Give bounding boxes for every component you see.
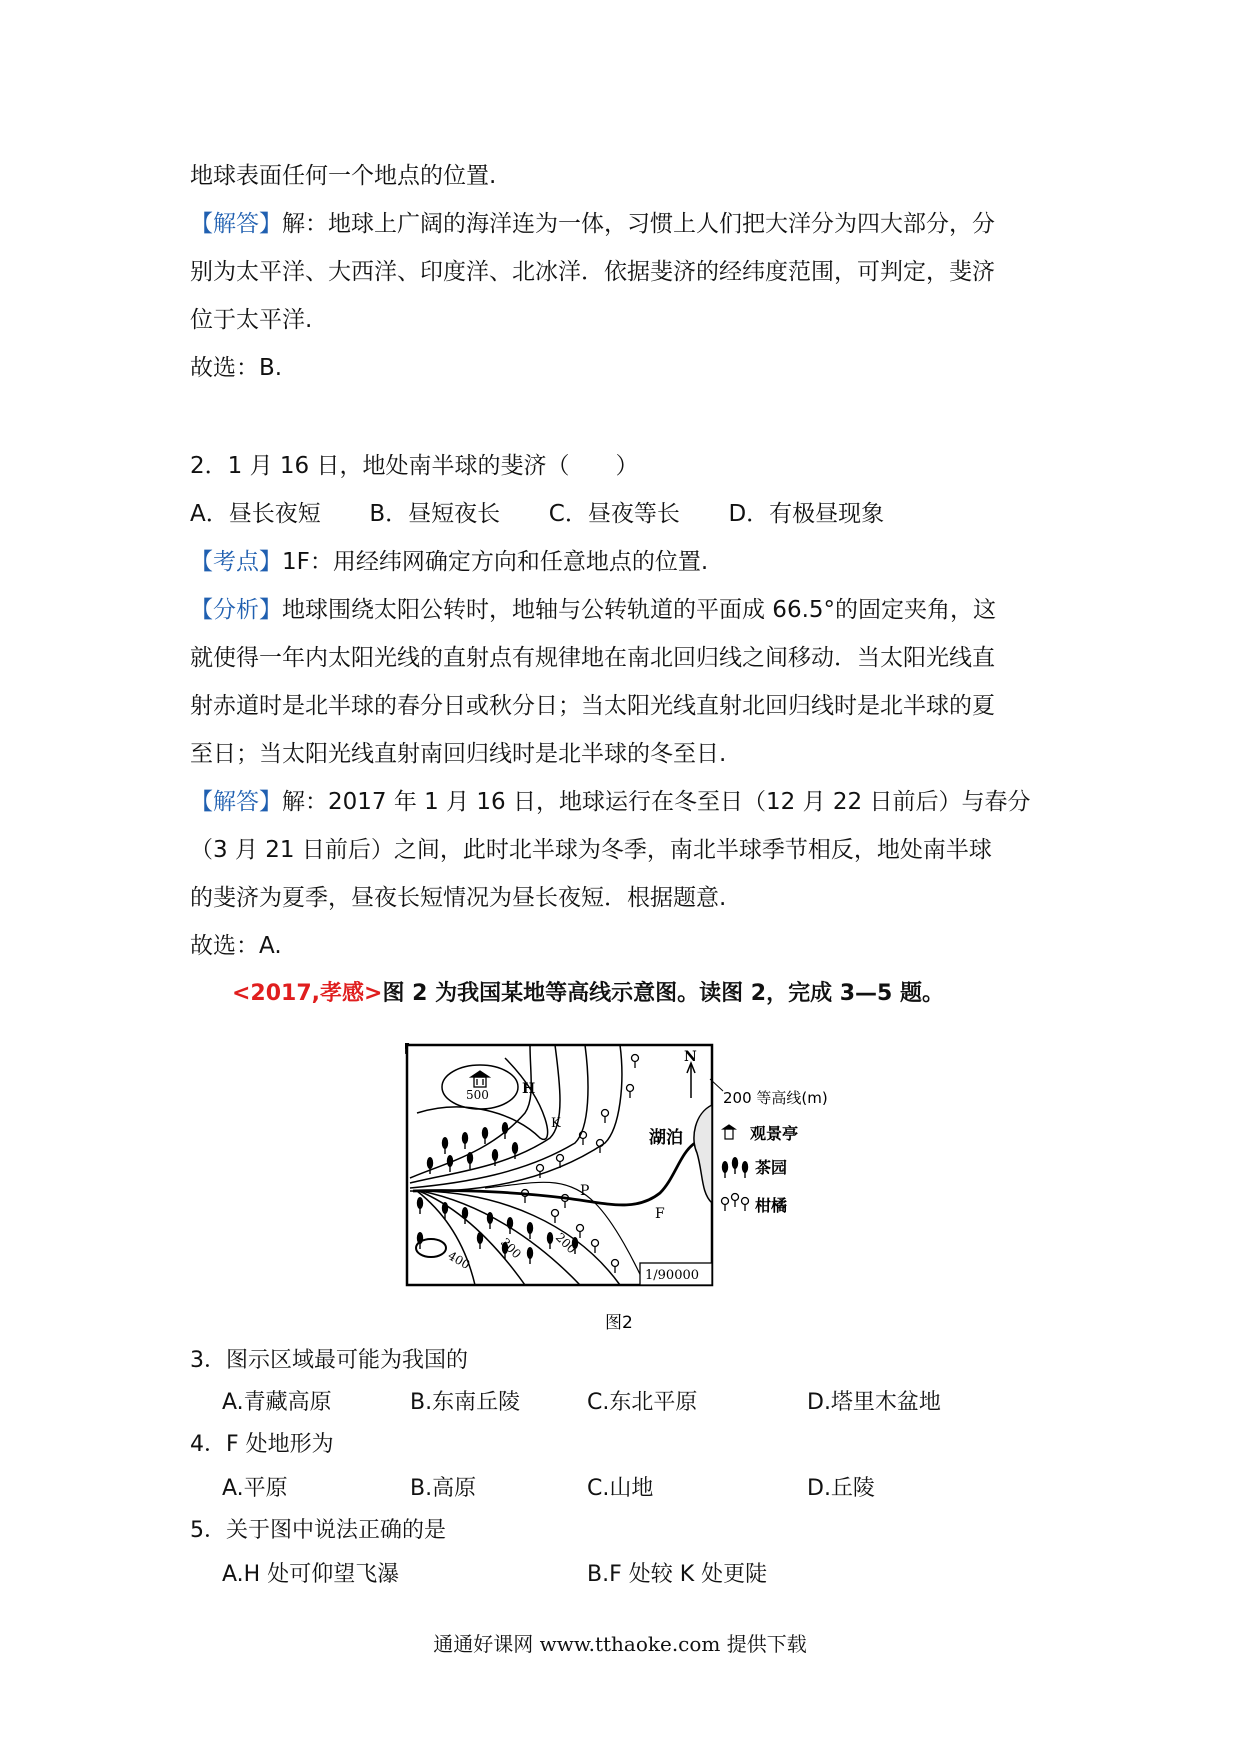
legend-tea: 茶园	[755, 1158, 788, 1177]
svg-text:N: N	[684, 1049, 697, 1065]
q2-analysis	[190, 594, 996, 626]
text-line: 别为太平洋、大西洋、印度洋、北冰洋．依据斐济的经纬度范围，可判定，斐济	[190, 259, 995, 285]
pavilion-icon	[471, 1071, 489, 1087]
point-label-h: H	[522, 1081, 536, 1097]
contour-label-400: 400	[445, 1248, 473, 1273]
q3-stem: 3．图示区域最可能为我国的	[190, 1348, 468, 1373]
text-line: 位于太平洋.	[190, 307, 313, 333]
legend-orange-icon	[722, 1194, 749, 1212]
figure-caption: 图2	[605, 1313, 633, 1333]
legend-pavilion-icon	[723, 1125, 735, 1139]
legend-contour: 200 等高线(m)	[723, 1089, 828, 1107]
analysis-tag: 【分析】	[190, 597, 282, 623]
q4-option-d: D.丘陵	[807, 1476, 875, 1501]
lake-shape	[694, 1105, 712, 1203]
q3-option-a: A.青藏高原	[222, 1390, 332, 1415]
contour-map-figure	[405, 1043, 865, 1341]
scale-text: 1/90000	[645, 1268, 700, 1283]
q3-option-d: D.塔里木盆地	[807, 1390, 941, 1415]
q4-option-c: C.山地	[587, 1476, 654, 1501]
intro-source: <2017,孝感>	[232, 981, 383, 1006]
q2-choice: 故选：A.	[190, 933, 282, 959]
legend-orange: 柑橘	[755, 1196, 788, 1215]
q3-option-b: B.东南丘陵	[410, 1390, 521, 1415]
legend-pavilion: 观景亭	[750, 1124, 799, 1143]
q5-stem: 5．关于图中说法正确的是	[190, 1518, 446, 1543]
intro-text: 图 2 为我国某地等高线示意图。读图 2，完成 3—5 题。	[382, 981, 944, 1006]
q2-option-c: C．昼夜等长	[548, 501, 680, 527]
section-intro	[232, 978, 944, 1010]
text-line: 的斐济为夏季，昼夜长短情况为昼长夜短．根据题意.	[190, 885, 727, 911]
q2-point	[190, 546, 708, 578]
text-line: 地球表面任何一个地点的位置.	[190, 163, 497, 189]
text-line: （3 月 21 日前后）之间，此时北半球为冬季，南北半球季节相反，地处南半球	[190, 837, 992, 863]
legend-tea-icon	[722, 1157, 748, 1178]
point-text: 1F：用经纬网确定方向和任意地点的位置.	[282, 549, 709, 575]
q2-option-a: A．昼长夜短	[190, 501, 321, 527]
q3-option-c: C.东北平原	[587, 1390, 698, 1415]
contour-label-300: 300	[497, 1235, 524, 1262]
analysis-text: 地球围绕太阳公转时，地轴与公转轨道的平面成 66.5°的固定夹角，这	[282, 597, 997, 623]
text-line: 就使得一年内太阳光线的直射点有规律地在南北回归线之间移动．当太阳光线直	[190, 645, 995, 671]
q2-options	[190, 498, 884, 530]
q5-option-b: B.F 处较 K 处更陡	[587, 1562, 768, 1587]
q5-option-a: A.H 处可仰望飞瀑	[222, 1562, 400, 1587]
point-tag: 【考点】	[190, 549, 282, 575]
text-line: 至日；当太阳光线直射南回归线时是北半球的冬至日.	[190, 741, 727, 767]
answer-text: 解：2017 年 1 月 16 日，地球运行在冬至日（12 月 22 日前后）与春分	[282, 789, 1031, 815]
q2-option-b: B．昼短夜长	[369, 501, 501, 527]
q4-option-b: B.高原	[410, 1476, 477, 1501]
contour-label-500: 500	[466, 1088, 489, 1102]
text-line: 射赤道时是北半球的春分日或秋分日；当太阳光线直射北回归线时是北半球的夏	[190, 693, 995, 719]
q4-stem: 4．F 处地形为	[190, 1432, 334, 1457]
point-label-f: F	[655, 1206, 665, 1222]
contour-label-200: 200	[552, 1230, 579, 1257]
answer-tag: 【解答】	[190, 211, 282, 237]
tea-garden-symbols	[405, 1043, 578, 1264]
answer-tag: 【解答】	[190, 789, 282, 815]
answer-text: 解：地球上广阔的海洋连为一体，习惯上人们把大洋分为四大部分，分	[282, 211, 995, 237]
q1-answer	[190, 208, 995, 240]
q2-option-d: D．有极昼现象	[728, 501, 885, 527]
point-label-k: K	[551, 1116, 561, 1131]
q2-answer	[190, 786, 1030, 818]
lake-label: 湖泊	[649, 1128, 683, 1148]
q1-choice: 故选：B.	[190, 355, 283, 381]
north-arrow-icon	[684, 1049, 697, 1098]
point-label-p: P	[580, 1183, 590, 1199]
page-footer: 通通好课网 www.tthaoke.com 提供下载	[433, 1632, 807, 1656]
q4-option-a: A.平原	[222, 1476, 288, 1501]
q2-stem: 2．1 月 16 日，地处南半球的斐济（ ）	[190, 453, 639, 479]
